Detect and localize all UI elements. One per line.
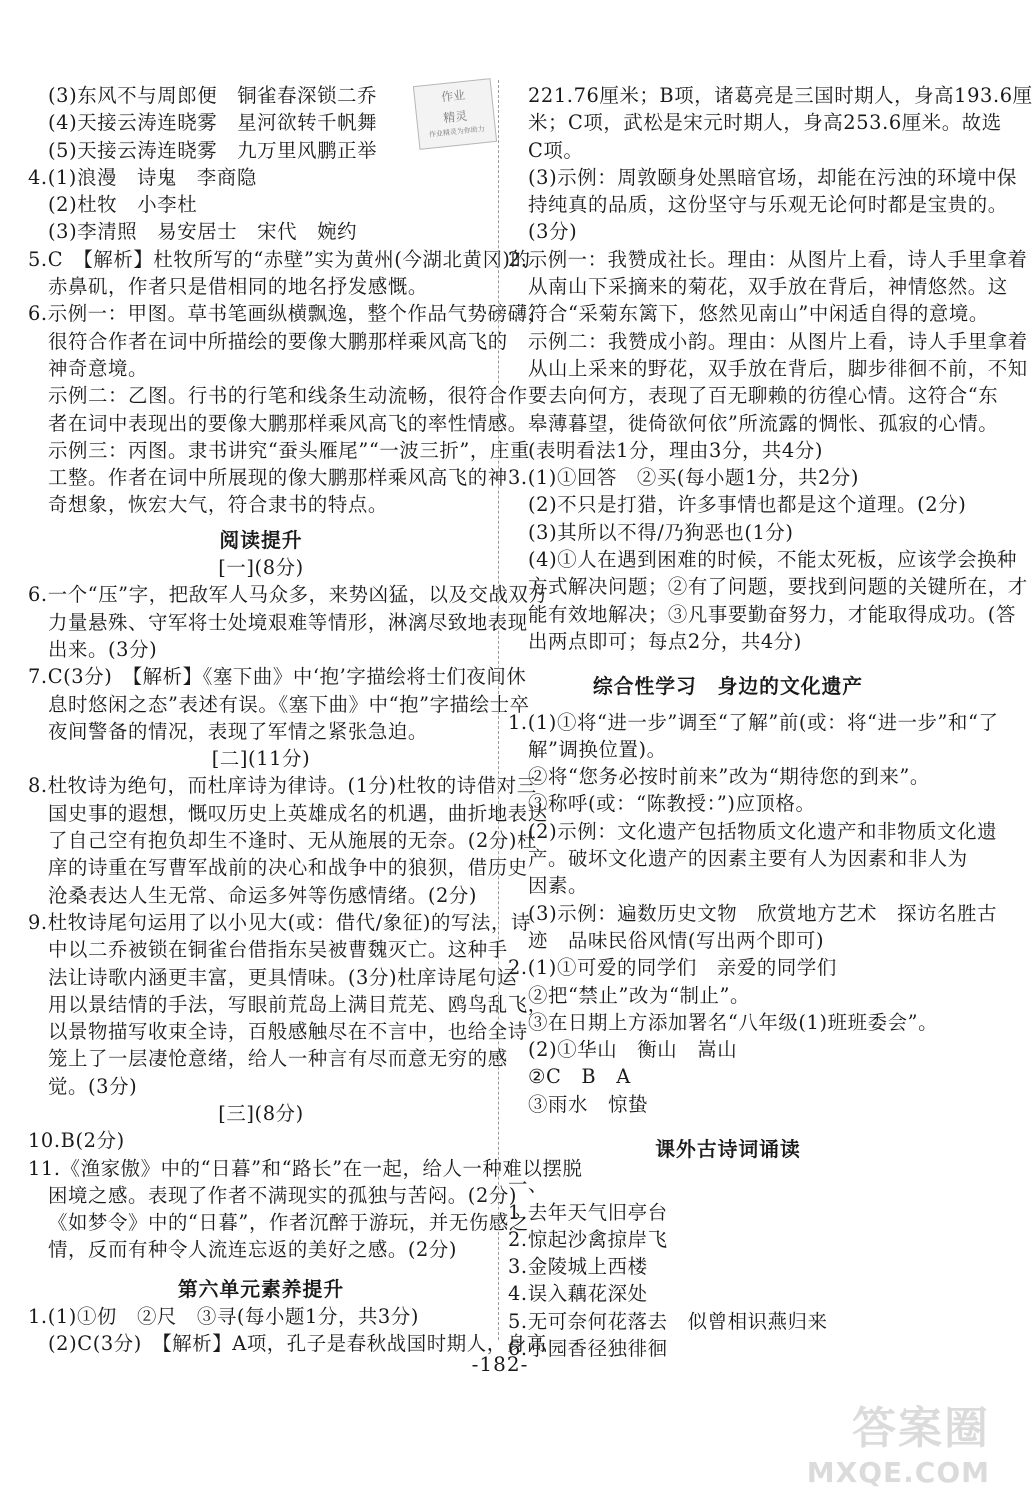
text-line: 5.无可奈何花落去 似曾相识燕归来: [508, 1309, 828, 1333]
text-line: ②把“禁止”改为“制止”。: [528, 983, 750, 1007]
text-line: 4.(1)浪漫 诗鬼 李商隐: [28, 165, 257, 189]
spacer: [28, 1264, 494, 1276]
text-line: (表明看法1分，理由3分，共4分): [528, 438, 824, 462]
text-line: (5)天接云涛连晓雾 九万里风鹏正举: [48, 138, 378, 162]
section-heading: 第六单元素养提升: [177, 1277, 345, 1301]
text-line: 笼上了一层凄怆意绪，给人一种言有尽而意无穷的感: [48, 1047, 508, 1071]
text-line: 1.(1)①将“进一步”调至“了解”前(或：将“进一步”和“了: [508, 710, 999, 734]
text-line: 觉。(3分): [48, 1074, 138, 1098]
section-heading: 阅读提升: [219, 528, 303, 552]
text-line: 情，反而有种令人流连忘返的美好之感。(2分): [48, 1238, 458, 1262]
text-line: 《如梦令》中的“日暮”，作者沉醉于游玩，并无伤感之: [48, 1211, 529, 1235]
text-line: 8.杜牧诗为绝句，而杜庠诗为律诗。(1分)杜牧的诗借对三: [28, 774, 537, 798]
text-line: 沧桑表达人生无常、命运多舛等伤感情绪。(2分): [48, 883, 478, 907]
text-line: 奇想象，恢宏大气，符合隶书的特点。: [48, 493, 388, 517]
text-line: 2.示例一：我赞成社长。理由：从图片上看，诗人手里拿着: [508, 247, 1028, 271]
text-line: 10.B(2分): [28, 1129, 125, 1153]
text-line: (3)示例：遍数历史文物 欣赏地方艺术 探访名胜古: [528, 901, 998, 925]
text-line: (2)示例：文化遗产包括物质文化遗产和非物质文化遗: [528, 819, 998, 843]
text-line: 米；C项，武松是宋元时期人，身高253.6厘米。故选: [528, 111, 1002, 135]
spacer: [508, 655, 948, 673]
text-line: 5.C 【解析】杜牧所写的“赤壁”实为黄州(今湖北黄冈)的: [28, 247, 531, 271]
column-divider: [498, 80, 499, 1340]
text-line: (3)示例：周敦颐身处黑暗官场，却能在污浊的环境中保: [528, 165, 1018, 189]
text-line: 夜间警备的情况，表现了军情之紧张急迫。: [48, 719, 428, 743]
text-line: 9.杜牧诗尾句运用了以小见大(或：借代/象征)的写法，诗: [28, 910, 531, 934]
text-line: 法让诗歌内涵更丰富，更具情味。(3分)杜庠诗尾句运: [48, 965, 518, 989]
text-line: 2.惊起沙禽掠岸飞: [508, 1227, 668, 1251]
text-line: (3)其所以不得/乃狗恶也(1分): [528, 520, 794, 544]
text-line: 力量悬殊、守军将士处境艰难等情形，淋漓尽致地表现: [48, 610, 528, 634]
text-line: 解”调换位置)。: [528, 737, 667, 761]
text-line: 方式解决问题；②有了问题，要找到问题的关键所在，才: [528, 575, 1028, 599]
subsection-heading: [三](8分): [218, 1101, 304, 1125]
text-line: 2.(1)①可爱的同学们 亲爱的同学们: [508, 956, 837, 980]
watermark-logo: [790, 1392, 990, 1489]
text-line: ②C B A: [528, 1065, 631, 1089]
text-line: 示例三：丙图。隶书讲究“蚕头雁尾”“一波三折”，庄重: [48, 438, 530, 462]
text-line: 庠的诗重在写曹军战前的决心和战争中的狼狈，借历史: [48, 856, 528, 880]
text-line: 出来。(3分): [48, 637, 158, 661]
right-column: [508, 82, 1033, 1362]
text-line: 11.《渔家傲》中的“日暮”和“路长”在一起，给人一种难以摆脱: [28, 1156, 583, 1180]
text-line: ③雨水 惊蛰: [528, 1092, 648, 1116]
text-line: (3)李清照 易安居士 宋代 婉约: [48, 220, 358, 244]
text-line: ③在日期上方添加署名“八年级(1)班班委会”。: [528, 1010, 939, 1034]
text-line: 要去向何方，表现了百无聊赖的彷徨心情。这符合“东: [528, 384, 999, 408]
text-line: 3.金陵城上西楼: [508, 1255, 648, 1279]
text-line: (3分): [528, 220, 578, 244]
spacer: [508, 1118, 948, 1136]
text-line: 了自己空有抱负却生不逢时、无从施展的无奈。(2分)杜: [48, 829, 538, 853]
text-line: 产。破坏文化遗产的因素主要有人为因素和非人为: [528, 847, 968, 871]
text-line: 4.误入藕花深处: [508, 1282, 648, 1306]
page-number: -182-: [471, 1352, 529, 1376]
text-line: 皋薄暮望，徙倚欲何依”所流露的惆怅、孤寂的心情。: [528, 411, 999, 435]
text-line: 出两点即可；每点2分，共4分): [528, 629, 802, 653]
section-heading: 综合性学习 身边的文化遗产: [592, 675, 864, 699]
text-line: 神奇意境。: [48, 356, 148, 380]
subsection-heading: [二](11分): [211, 747, 311, 771]
text-line: 能有效地解决；③凡事要勤奋努力，才能取得成功。(答: [528, 602, 1016, 626]
stamp-line-2: 精灵: [442, 108, 468, 126]
text-line: 持纯真的品质，这份坚守与乐观无论何时都是宝贵的。: [528, 193, 1008, 217]
spacer: [28, 519, 494, 527]
text-line: 很符合作者在词中所描绘的要像大鹏那样乘风高飞的: [48, 329, 508, 353]
text-line: 示例二：我赞成小韵。理由：从图片上看，诗人手里拿着: [528, 329, 1028, 353]
text-line: 者在词中表现出的要像大鹏那样乘风高飞的率性情感。: [48, 411, 528, 435]
text-line: (4)①人在遇到困难的时候，不能太死板，应该学会换种: [528, 548, 1018, 572]
text-line: 从南山下采摘来的菊花，双手放在背后，神情悠然。这: [528, 275, 1008, 299]
spacer: [508, 1163, 948, 1171]
text-line: 1.去年天气旧亭台: [508, 1200, 668, 1224]
text-line: (2)C(3分) 【解析】A项，孔子是春秋战国时期人，身高: [48, 1332, 547, 1356]
text-line: 6.一个“压”字，把敌军人马众多，来势凶猛，以及交战双方: [28, 583, 549, 607]
text-line: C项。: [528, 138, 584, 162]
watermark-cn: 答案圈: [852, 1403, 990, 1454]
text-line: 国史事的遐想，慨叹历史上英雄成名的机遇，曲折地表达: [48, 801, 548, 825]
text-line: 以景物描写收束全诗，百般感触尽在不言中，也给全诗: [48, 1020, 528, 1044]
text-line: 工整。作者在词中所展现的像大鹏那样乘风高飞的神: [48, 466, 508, 490]
text-line: 6.示例一：甲图。草书笔画纵横飘逸，整个作品气势磅礴，: [28, 302, 548, 326]
text-line: 困境之感。表现了作者不满现实的孤独与苦闷。(2分): [48, 1183, 518, 1207]
text-line: 221.76厘米；B项，诸葛亮是三国时期人，身高193.6厘: [528, 84, 1033, 107]
text-line: (2)杜牧 小李杜: [48, 193, 198, 217]
stamp-line-3: 作业精灵为你助力: [428, 124, 486, 139]
text-line: (2)①华山 衡山 嵩山: [528, 1038, 738, 1062]
text-line: 示例二：乙图。行书的行笔和线条生动流畅，很符合作: [48, 384, 528, 408]
text-line: 中以二乔被锁在铜雀台借指东吴被曹魏灭亡。这种手: [48, 938, 508, 962]
subsection-heading: [一](8分): [218, 556, 304, 580]
text-line: 1.(1)①仞 ②尺 ③寻(每小题1分，共3分): [28, 1305, 420, 1329]
spacer: [508, 701, 948, 709]
section-heading: 课外古诗词诵读: [655, 1137, 801, 1161]
text-line: (2)不只是打猎，许多事情也都是这个道理。(2分): [528, 493, 967, 517]
watermark-en: MXQE.COM: [806, 1456, 990, 1489]
text-line: 迹 品味民俗风情(写出两个即可): [528, 928, 825, 952]
text-line: ③称呼(或：“陈教授：”)应顶格。: [528, 792, 816, 816]
text-line: 6.小园香径独徘徊: [508, 1337, 668, 1361]
text-line: 因素。: [528, 874, 588, 898]
text-line: 赤鼻矶，作者只是借相同的地名抒发感慨。: [48, 275, 428, 299]
stamp-line-1: 作业: [440, 87, 466, 105]
text-line: 用以景结情的手法，写眼前荒岛上满目荒芜、鸥鸟乱飞，: [48, 992, 548, 1016]
text-line: 一、: [508, 1173, 548, 1197]
text-line: 3.(1)①回答 ②买(每小题1分，共2分): [508, 466, 860, 490]
text-line: 7.C(3分) 【解析】《塞下曲》中‘抱’字描绘将士们夜间休: [28, 665, 527, 689]
text-line: (4)天接云涛连晓雾 星河欲转千帆舞: [48, 111, 378, 135]
text-line: ②将“您务必按时前来”改为“期待您的到来”。: [528, 765, 930, 789]
text-line: 从山上采来的野花，双手放在背后，脚步徘徊不前，不知: [528, 356, 1028, 380]
text-line: (3)东风不与周郎便 铜雀春深锁二乔: [48, 84, 378, 107]
text-line: 息时悠闲之态”表述有误。《塞下曲》中“抱”字描绘士卒: [48, 692, 530, 716]
text-line: 符合“采菊东篱下，悠然见南山”中闲适自得的意境。: [528, 302, 989, 326]
